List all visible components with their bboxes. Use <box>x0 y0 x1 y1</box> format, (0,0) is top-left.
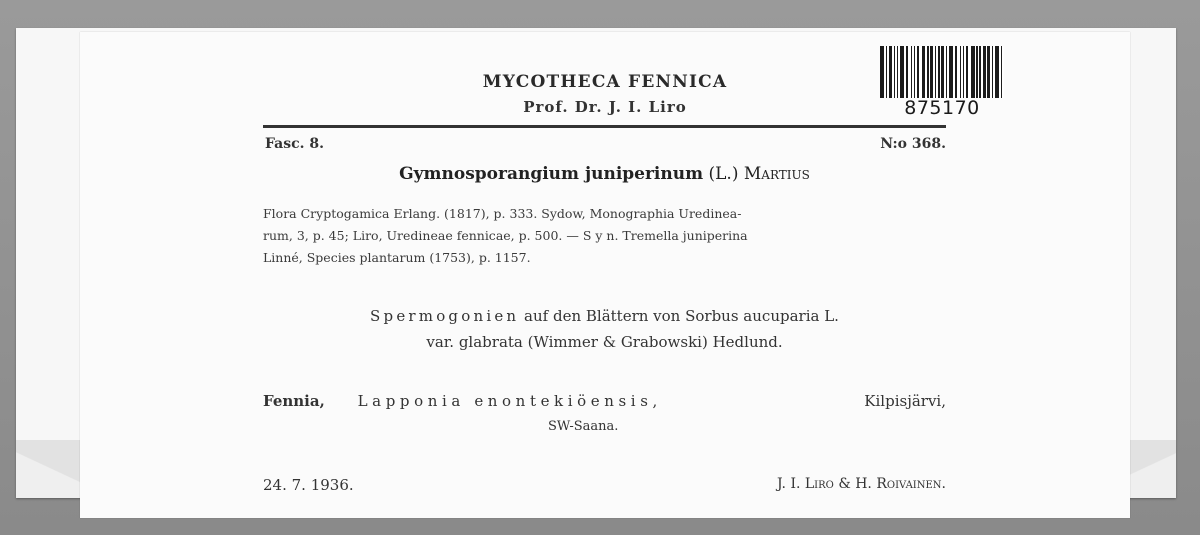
packet-flap-left <box>16 440 86 498</box>
barcode-bar <box>955 46 958 98</box>
locality-detail: SW-Saana. <box>548 419 619 434</box>
barcode-bar <box>966 46 969 98</box>
collection-title: MYCOTHECA FENNICA <box>482 72 728 92</box>
barcode-bar <box>960 46 961 98</box>
barcode-bar <box>911 46 912 98</box>
fascicle: Fasc. 8. <box>265 136 325 152</box>
specimen-number: N:o 368. <box>880 136 946 152</box>
barcode <box>880 46 1004 98</box>
header-rule <box>263 125 946 128</box>
barcode-bar <box>922 46 926 98</box>
barcode-bar <box>946 46 947 98</box>
barcode-bar <box>930 46 933 98</box>
collectors: J. I. Liro & H. Roivainen. <box>777 476 946 492</box>
locality-place: Kilpisjärvi, <box>864 392 946 410</box>
reference-line-3: Linné, Species plantarum (1753), p. 1157. <box>263 250 531 265</box>
references-block <box>263 203 946 269</box>
locality-block <box>263 388 946 440</box>
barcode-bar <box>938 46 939 98</box>
collection-date: 24. 7. 1936. <box>263 476 354 494</box>
barcode-bar <box>941 46 944 98</box>
barcode-bar <box>983 46 986 98</box>
host-description: auf den Blättern von Sorbus aucuparia L. <box>524 307 839 325</box>
barcode-bar <box>886 46 887 98</box>
barcode-bar <box>906 46 909 98</box>
locality-country: Fennia, <box>263 392 325 410</box>
barcode-bar <box>992 46 993 98</box>
barcode-number: 875170 <box>904 97 980 119</box>
barcode-bar <box>976 46 977 98</box>
barcode-bar <box>949 46 953 98</box>
locality-region: Lapponia enontekiöensis, <box>357 392 662 410</box>
barcode-bar <box>1001 46 1002 98</box>
spermogonia-note <box>263 303 946 355</box>
barcode-bar <box>889 46 892 98</box>
species-name-line <box>263 164 946 184</box>
species-authority: (L.) <box>708 164 739 184</box>
barcode-bar <box>897 46 898 98</box>
barcode-bar <box>894 46 895 98</box>
barcode-bar <box>995 46 999 98</box>
barcode-bar <box>927 46 928 98</box>
barcode-bar <box>979 46 980 98</box>
barcode-bar <box>917 46 920 98</box>
barcode-bar <box>900 46 904 98</box>
reference-line-1: Flora Cryptogamica Erlang. (1817), p. 333. Sydow, Monographia Uredinea- <box>263 206 742 221</box>
barcode-bar <box>935 46 936 98</box>
barcode-bar <box>963 46 964 98</box>
host-variety: var. glabrata (Wimmer & Grabowski) Hedlund. <box>426 333 783 351</box>
species-name: Gymnosporangium juniperinum <box>399 164 704 184</box>
barcode-bar <box>971 46 975 98</box>
reference-line-2: rum, 3, p. 45; Liro, Uredineae fennicae, p. 500. — S y n. Tremella juniperina <box>263 228 748 243</box>
barcode-bar <box>987 46 990 98</box>
collection-editor: Prof. Dr. J. I. Liro <box>523 98 687 116</box>
spermogonia-term: Spermogonien <box>370 307 520 325</box>
barcode-bar <box>880 46 884 98</box>
species-author: Martius <box>743 164 810 184</box>
barcode-bar <box>914 46 915 98</box>
